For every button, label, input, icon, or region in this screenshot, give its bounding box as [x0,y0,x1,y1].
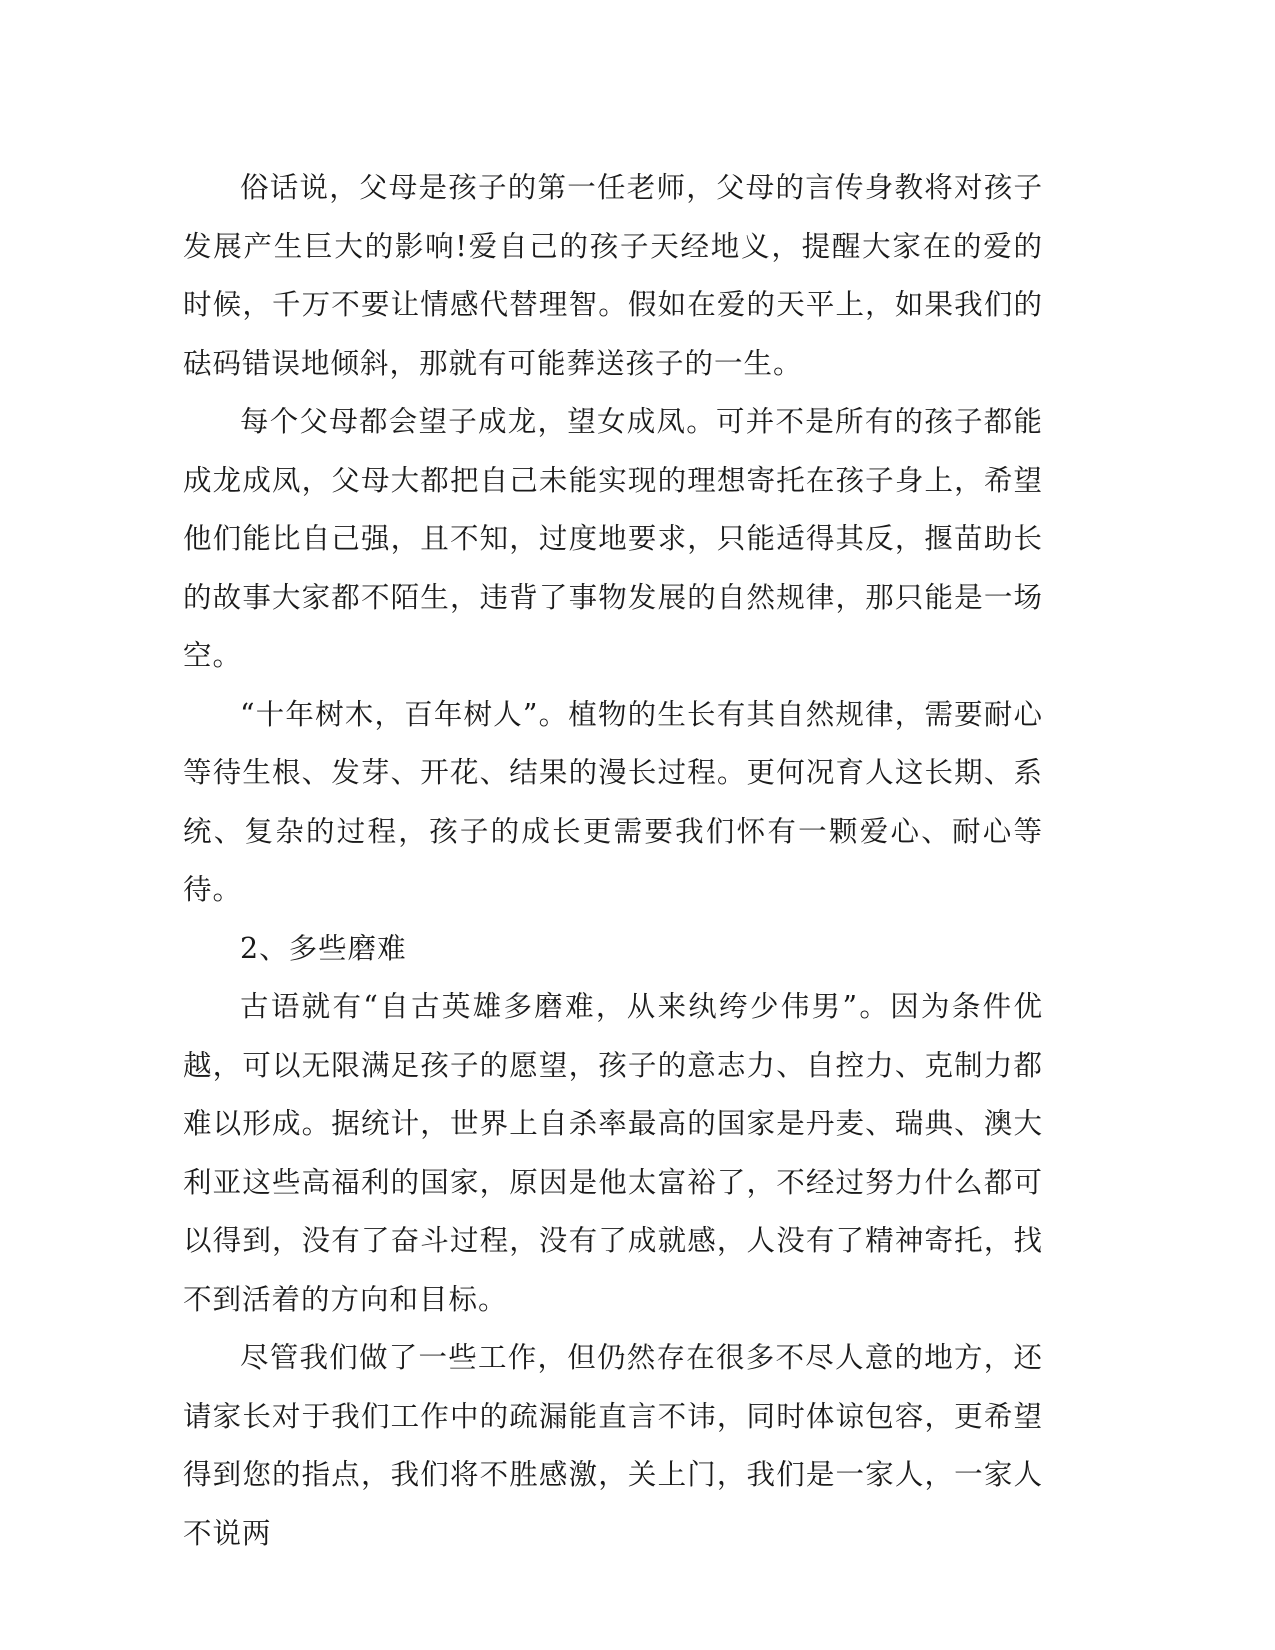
paragraph-expectations: 每个父母都会望子成龙，望女成凤。可并不是所有的孩子都能成龙成凤，父母大都把自己未能实现的理想寄托在孩子身上，希望他们能比自己强，且不知，过度地要求，只能适得其反，揠苗助长的故事大家都不陌生，违背了事物发展的自然规律，那只能是一场空。 [183,405,1043,672]
paragraph-parenting-first-teacher: 俗话说，父母是孩子的第一任老师，父母的言传身教将对孩子发展产生巨大的影响!爱自己的孩子天经地义，提醒大家在的爱的时候，千万不要让情感代替理智。假如在爱的天平上，如果我们的砝码错误地倾斜，那就有可能葬送孩子的一生。 [183,171,1043,380]
paragraph-hardship: 古语就有“自古英雄多磨难，从来纨绔少伟男”。因为条件优越，可以无限满足孩子的愿望，孩子的意志力、自控力、克制力都难以形成。据统计，世界上自杀率最高的国家是丹麦、瑞典、澳大利亚这些高福利的国家，原因是他太富裕了，不经过努力什么都可以得到，没有了奋斗过程，没有了成就感，人没有了精神寄托，找不到活着的方向和目标。 [183,990,1043,1316]
paragraph-closing: 尽管我们做了一些工作，但仍然存在很多不尽人意的地方，还请家长对于我们工作中的疏漏能直言不讳，同时体谅包容，更希望得到您的指点，我们将不胜感激，关上门，我们是一家人，一家人不说两 [183,1341,1043,1550]
document-body [183,159,1043,1563]
paragraph-patience: “十年树木，百年树人”。植物的生长有其自然规律，需要耐心等待生根、发芽、开花、结果的漫长过程。更何况育人这长期、系统、复杂的过程，孩子的成长更需要我们怀有一颗爱心、耐心等待。 [183,697,1043,906]
section-heading-hardship: 2、多些磨难 [240,931,407,965]
